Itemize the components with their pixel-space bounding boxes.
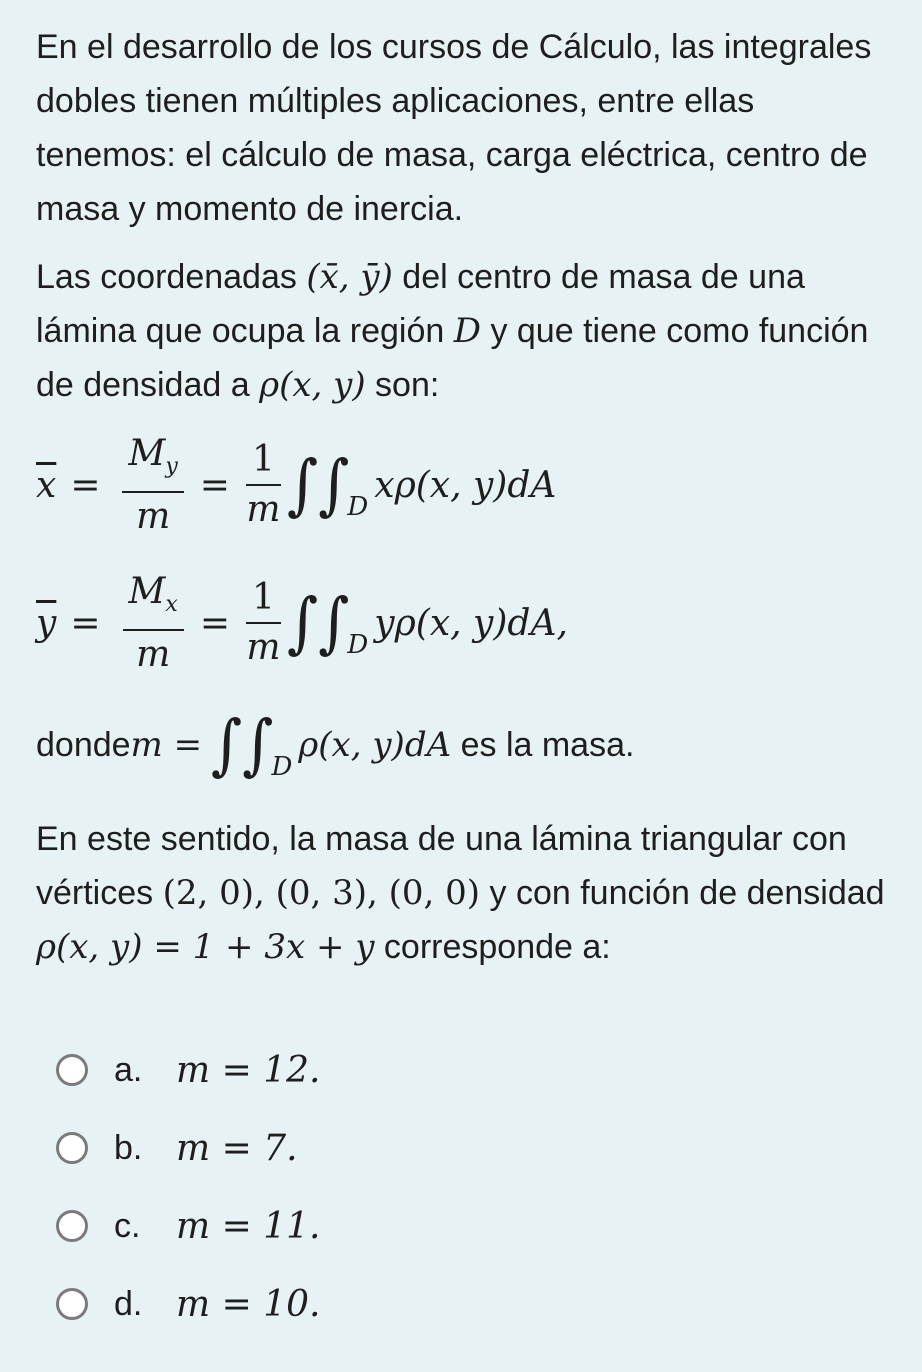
option-letter: c. — [114, 1206, 141, 1245]
integral-region: D — [271, 752, 293, 782]
option-letter: b. — [114, 1128, 143, 1167]
option-value: m = 7. — [176, 1127, 298, 1169]
x-bar-symbol: $\overline{x}$ — [36, 464, 57, 506]
fraction-denominator: m — [246, 489, 281, 530]
option-a[interactable] — [56, 1040, 476, 1100]
integrand: xρ(x, y)dA — [374, 464, 557, 506]
moment-subscript: y — [165, 454, 178, 480]
double-integral-icon: ∫∫ — [210, 706, 274, 784]
fraction-my-over-m — [122, 431, 183, 539]
question-paragraph — [36, 812, 896, 974]
fraction-denominator: m — [136, 634, 171, 676]
fraction-denominator: m — [246, 627, 281, 668]
fraction-one-over-m — [246, 576, 281, 670]
radio-button[interactable] — [56, 1288, 88, 1320]
fraction-one-over-m — [246, 438, 281, 532]
double-integral-icon: ∫∫ — [286, 584, 350, 662]
radio-button[interactable] — [56, 1210, 88, 1242]
intro-paragraph: En el desarrollo de los cursos de Cálculo, las integrales dobles tienen múltiples aplicaciones, entre ellas tenemos: el cálculo de masa, carga eléctrica, centro de masa y momento de inercia. — [36, 28, 872, 228]
center-mass-paragraph — [36, 250, 896, 412]
fraction-denominator: m — [136, 496, 171, 538]
equals-sign: = — [70, 602, 101, 644]
equals-sign: = — [199, 464, 230, 506]
equals-sign: = — [70, 464, 101, 506]
mass-def-suffix: es la masa. — [451, 725, 635, 764]
mass-symbol: m — [130, 725, 163, 765]
cm-coords: (x̄, ȳ) — [306, 257, 393, 297]
cm-text-4: son: — [365, 366, 440, 404]
moment-subscript: x — [165, 592, 178, 618]
question-text-3: corresponde a: — [374, 928, 611, 966]
integrand: yρ(x, y)dA, — [374, 602, 568, 644]
moment-symbol: M — [128, 432, 166, 474]
option-d[interactable] — [56, 1274, 476, 1334]
question-text-1: En este sentido, la masa de una lámina triangular con vértices — [36, 820, 847, 912]
y-bar-symbol: $\overline{y}$ — [36, 602, 57, 644]
integral-region: D — [347, 630, 369, 660]
option-b[interactable] — [56, 1118, 476, 1178]
fraction-numerator: 1 — [246, 576, 281, 624]
option-letter: d. — [114, 1284, 143, 1323]
radio-button[interactable] — [56, 1132, 88, 1164]
cm-density: ρ(x, y) — [259, 365, 366, 405]
option-c[interactable] — [56, 1196, 476, 1256]
option-value: m = 10. — [176, 1283, 321, 1325]
integral-region: D — [347, 492, 369, 522]
cm-text-1: Las coordenadas — [36, 258, 307, 296]
mass-def-prefix: donde — [36, 725, 131, 764]
cm-region: D — [453, 311, 481, 351]
option-value: m = 11. — [176, 1205, 321, 1247]
density-function: ρ(x, y) = 1 + 3x + y — [36, 927, 375, 967]
moment-symbol: M — [128, 570, 166, 612]
mass-definition — [36, 690, 634, 800]
cm-text-2: del centro de masa de una lámina que ocupa la región — [36, 258, 805, 350]
cm-text-3: y que tiene como función de densidad a — [36, 312, 869, 404]
equals-sign: = — [162, 725, 213, 765]
question-text-2: y con función de densidad — [480, 874, 885, 912]
radio-button[interactable] — [56, 1054, 88, 1086]
formula-x-bar — [36, 430, 556, 540]
fraction-mx-over-m — [123, 569, 184, 677]
fraction-numerator: 1 — [246, 438, 281, 486]
integrand: ρ(x, y)dA — [298, 725, 452, 765]
option-value: m = 12. — [176, 1049, 321, 1091]
triangle-vertices: (2, 0), (0, 3), (0, 0) — [162, 873, 481, 913]
option-letter: a. — [114, 1050, 143, 1089]
equals-sign: = — [199, 602, 230, 644]
double-integral-icon: ∫∫ — [286, 446, 350, 524]
formula-y-bar — [36, 568, 568, 678]
